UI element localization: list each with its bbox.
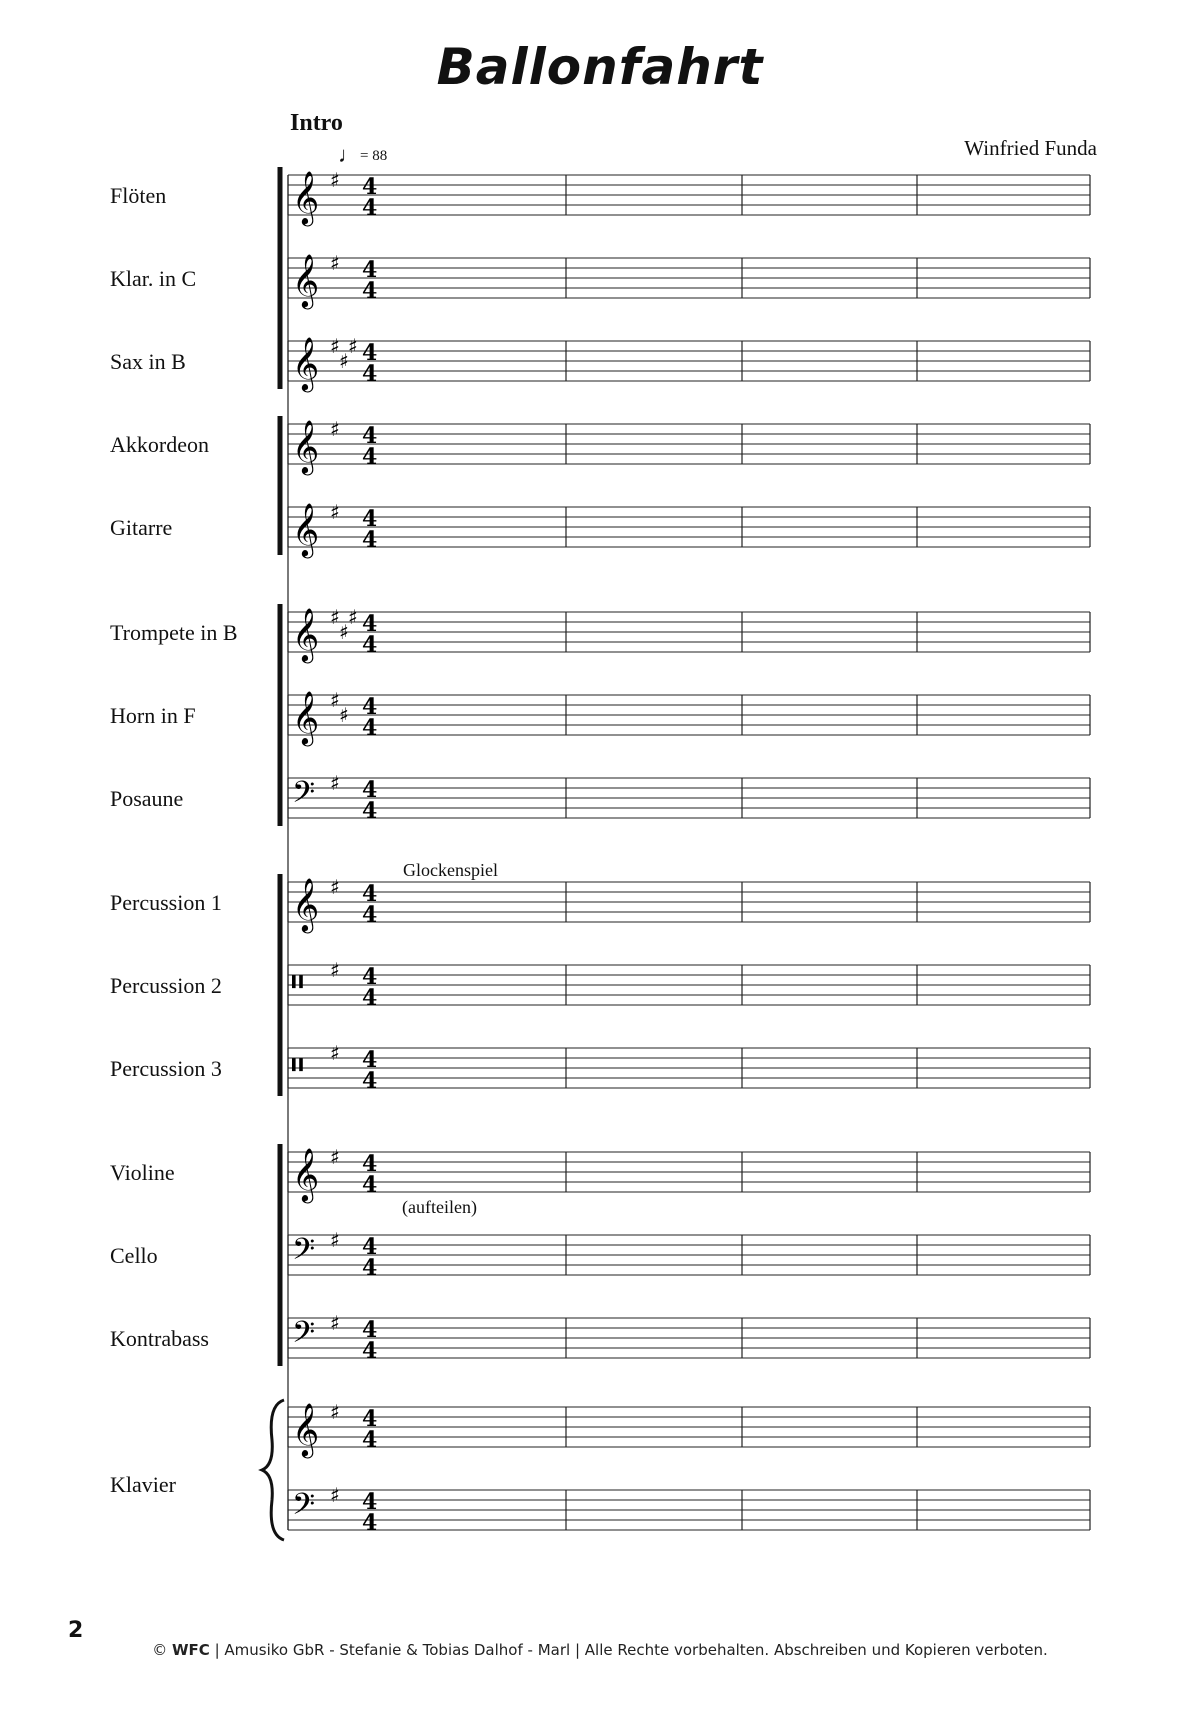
instrument-label: Posaune: [110, 786, 184, 811]
instrument-label: Cello: [110, 1243, 158, 1268]
treble-clef-icon: 𝄞: [292, 1402, 320, 1456]
time-signature-numerator: 4: [362, 340, 378, 366]
sharp-icon: ♯: [339, 620, 349, 644]
section-label: Intro: [290, 110, 343, 136]
time-signature-denominator: 4: [362, 985, 378, 1011]
time-signature-denominator: 4: [362, 361, 378, 387]
percussion-clef-icon: 𝄥: [292, 1046, 303, 1087]
treble-clef-icon: 𝄞: [292, 419, 320, 473]
time-signature-denominator: 4: [362, 798, 378, 824]
treble-clef-icon: 𝄞: [292, 336, 320, 390]
instrument-label: Gitarre: [110, 515, 173, 540]
sharp-icon: ♯: [330, 1311, 340, 1335]
footer-brand: WFC: [172, 1641, 210, 1659]
instrument-label: Percussion 3: [110, 1056, 222, 1081]
piano-brace: [262, 1400, 284, 1540]
footer: [0, 1641, 1200, 1659]
treble-clef-icon: 𝄞: [292, 253, 320, 307]
tempo-value: = 88: [360, 148, 388, 164]
sharp-icon: ♯: [348, 334, 358, 358]
instrument-label: Percussion 1: [110, 890, 222, 915]
time-signature-denominator: 4: [362, 527, 378, 553]
sharp-icon: ♯: [330, 1228, 340, 1252]
instrument-label: Klar. in C: [110, 266, 197, 291]
sharp-icon: ♯: [330, 875, 340, 899]
time-signature-denominator: 4: [362, 1172, 378, 1198]
sharp-icon: ♯: [330, 1145, 340, 1169]
composer: Winfried Funda: [964, 136, 1097, 160]
sharp-icon: ♯: [330, 417, 340, 441]
bass-clef-icon: 𝄢: [292, 776, 316, 817]
instrument-label: Akkordeon: [110, 432, 209, 457]
footer-text: | Amusiko GbR - Stefanie & Tobias Dalhof - Marl | Alle Rechte vorbehalten. Abschreiben und Kopieren verboten.: [214, 1641, 1048, 1659]
bass-clef-icon: 𝄢: [292, 1488, 316, 1529]
instrument-label: Kontrabass: [110, 1326, 209, 1351]
time-signature-numerator: 4: [362, 777, 378, 803]
time-signature-denominator: 4: [362, 715, 378, 741]
bass-clef-icon: 𝄢: [292, 1233, 316, 1274]
treble-clef-icon: 𝄞: [292, 502, 320, 556]
score-title: Ballonfahrt: [436, 38, 764, 96]
time-signature-denominator: 4: [362, 278, 378, 304]
instrument-label: Klavier: [110, 1472, 176, 1497]
time-signature-numerator: 4: [362, 694, 378, 720]
time-signature-numerator: 4: [362, 1151, 378, 1177]
time-signature-denominator: 4: [362, 1068, 378, 1094]
time-signature-denominator: 4: [362, 444, 378, 470]
sharp-icon: ♯: [330, 688, 340, 712]
sharp-icon: ♯: [330, 1483, 340, 1507]
copyright-icon: ©: [152, 1641, 168, 1659]
sharp-icon: ♯: [330, 251, 340, 275]
sharp-icon: ♯: [330, 1041, 340, 1065]
time-signature-numerator: 4: [362, 506, 378, 532]
time-signature-denominator: 4: [362, 1338, 378, 1364]
treble-clef-icon: 𝄞: [292, 170, 320, 224]
bass-clef-icon: 𝄢: [292, 1316, 316, 1357]
aufteilen-annotation: (aufteilen): [402, 1197, 477, 1217]
time-signature-denominator: 4: [362, 1427, 378, 1453]
sharp-icon: ♯: [330, 771, 340, 795]
sharp-icon: ♯: [330, 1400, 340, 1424]
sharp-icon: ♯: [330, 605, 340, 629]
sharp-icon: ♯: [330, 958, 340, 982]
sharp-icon: ♯: [339, 703, 349, 727]
time-signature-numerator: 4: [362, 1406, 378, 1432]
instrument-label: Percussion 2: [110, 973, 222, 998]
sharp-icon: ♯: [339, 349, 349, 373]
sharp-icon: ♯: [330, 500, 340, 524]
treble-clef-icon: 𝄞: [292, 690, 320, 744]
time-signature-denominator: 4: [362, 632, 378, 658]
time-signature-numerator: 4: [362, 1317, 378, 1343]
treble-clef-icon: 𝄞: [292, 607, 320, 661]
instrument-label: Violine: [110, 1160, 175, 1185]
time-signature-denominator: 4: [362, 1255, 378, 1281]
time-signature-numerator: 4: [362, 257, 378, 283]
time-signature-denominator: 4: [362, 1510, 378, 1536]
time-signature-numerator: 4: [362, 1047, 378, 1073]
instrument-label: Sax in B: [110, 349, 186, 374]
instrument-label: Flöten: [110, 183, 167, 208]
sharp-icon: ♯: [348, 605, 358, 629]
glockenspiel-annotation: Glockenspiel: [403, 860, 498, 880]
time-signature-numerator: 4: [362, 174, 378, 200]
treble-clef-icon: 𝄞: [292, 1147, 320, 1201]
instrument-label: Trompete in B: [110, 620, 238, 645]
percussion-clef-icon: 𝄥: [292, 963, 303, 1004]
instrument-label: Horn in F: [110, 703, 196, 728]
time-signature-numerator: 4: [362, 1234, 378, 1260]
sharp-icon: ♯: [330, 168, 340, 192]
time-signature-numerator: 4: [362, 611, 378, 637]
time-signature-numerator: 4: [362, 964, 378, 990]
page-number: 2: [68, 1618, 84, 1643]
sharp-icon: ♯: [330, 334, 340, 358]
time-signature-denominator: 4: [362, 902, 378, 928]
time-signature-numerator: 4: [362, 881, 378, 907]
treble-clef-icon: 𝄞: [292, 877, 320, 931]
time-signature-numerator: 4: [362, 423, 378, 449]
time-signature-numerator: 4: [362, 1489, 378, 1515]
time-signature-denominator: 4: [362, 195, 378, 221]
quarter-note-icon: ♩: [338, 142, 360, 167]
